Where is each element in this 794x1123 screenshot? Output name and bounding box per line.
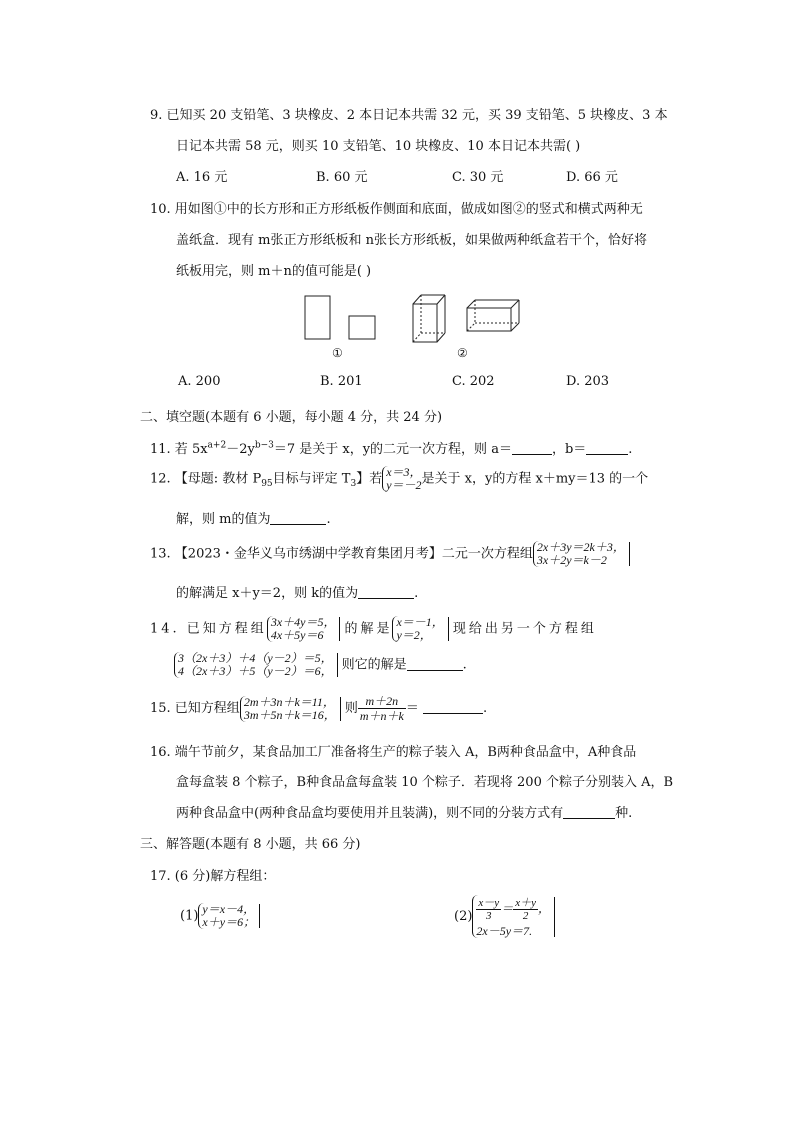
q12-line2: 解，则 m的值为 . bbox=[176, 512, 331, 527]
q11-blank-b[interactable] bbox=[586, 442, 628, 455]
q17-part1-system: y＝x－4， x＋y＝6； bbox=[198, 903, 255, 929]
q11-end: . bbox=[628, 442, 633, 457]
q17-title: 17. (6 分)解方程组： bbox=[150, 869, 276, 884]
q14-new-system: 3（2x＋3）＋4（y－2）＝5， 4（2x＋3）＋5（y－2）＝6， bbox=[174, 652, 333, 678]
q9-line1: 9. 已知买 20 支铅笔、3 块橡皮、2 本日记本共需 32 元，买 39 支铅笔、5 块橡皮、3 本 bbox=[150, 108, 668, 123]
q10-options bbox=[0, 374, 794, 392]
q12-sub2: 3 bbox=[350, 479, 357, 490]
q10-line3: 纸板用完，则 m＋n的值可能是( ) bbox=[176, 264, 372, 279]
q9-option-a: A. 16 元 bbox=[176, 170, 228, 185]
section-3-heading: 三、解答题(本题有 8 小题，共 66 分) bbox=[140, 837, 361, 852]
q14-solution: x＝－1， y＝2， bbox=[392, 616, 443, 642]
q16-line2: 盒每盒装 8 个粽子，B种食品盒每盒装 10 个粽子．若现将 200 个粽子分别装入 A，B bbox=[176, 775, 674, 790]
q11-exp1: a+2 bbox=[207, 440, 227, 451]
horizontal-box bbox=[467, 300, 519, 331]
q11-comma: ，b＝ bbox=[551, 442, 587, 457]
q12-sub1: 95 bbox=[261, 479, 273, 490]
q10-line2: 盖纸盒．现有 m张正方形纸板和 n张长方形纸板，如果做两种纸盒若干个，恰好将 bbox=[176, 233, 647, 248]
q13-system: 2x＋3y＝2k＋3， 3x＋2y＝k－2 bbox=[533, 541, 625, 567]
q16-line1: 16. 端午节前夕，某食品加工厂准备将生产的粽子装入 A，B两种食品盒中，A种食品 bbox=[150, 745, 637, 760]
q12-mid: 目标与评定 T bbox=[272, 471, 351, 487]
q10-option-c: C. 202 bbox=[452, 374, 495, 389]
q11 bbox=[150, 438, 632, 457]
q9-option-c: C. 30 元 bbox=[452, 170, 504, 185]
q16-blank[interactable] bbox=[563, 806, 615, 819]
q14-line2: 3（2x＋3）＋4（y－2）＝5， 4（2x＋3）＋5（y－2）＝6， 则它的解是 . bbox=[174, 652, 467, 678]
q12-prefix: 12. 【母题: 教材 P bbox=[150, 471, 262, 487]
q11-prefix: 11. 若 5x bbox=[150, 442, 208, 457]
q13-line1 bbox=[150, 541, 634, 567]
q13-line2: 的解满足 x＋y＝2，则 k的值为 . bbox=[176, 586, 419, 601]
q9-option-b: B. 60 元 bbox=[316, 170, 368, 185]
q17-part2: (2) $\frac{x-y}{3}$ ＝ $\frac{x+y}{2}$ ， 2x－5y＝7. bbox=[454, 895, 559, 938]
q9-options bbox=[0, 166, 794, 184]
q17-part2-system: $\frac{x-y}{3}$ ＝ $\frac{x+y}{2}$ ， 2x－5y＝7. bbox=[472, 895, 550, 938]
vertical-box bbox=[413, 295, 445, 342]
q10-option-b: B. 201 bbox=[320, 374, 363, 389]
square-board bbox=[349, 316, 375, 339]
q12-system: x＝3， y＝－2 bbox=[382, 466, 421, 492]
q10-option-a: A. 200 bbox=[178, 374, 221, 389]
q12-rest: 是关于 x，y的方程 x＋my＝13 的一个 bbox=[421, 471, 649, 487]
q12-ruo: 】若 bbox=[356, 471, 383, 487]
q14-prefix: 14. 已知方程组 bbox=[150, 621, 267, 637]
q10-option-d: D. 203 bbox=[566, 374, 610, 389]
q16-line3: 两种食品盒中(两种食品盒均要使用并且装满)，则不同的分装方式有 种. bbox=[176, 806, 633, 821]
figure-2-label: ② bbox=[457, 346, 468, 360]
q14-line1 bbox=[150, 616, 597, 642]
q12-line1 bbox=[150, 466, 648, 492]
q9-line2: 日记本共需 58 元，则买 10 支铅笔、10 块橡皮、10 本日记本共需( ) bbox=[176, 139, 581, 154]
rectangle-board bbox=[305, 296, 330, 339]
q12-blank[interactable] bbox=[270, 512, 326, 525]
q15: 15. 已知方程组 2m＋3n＋k＝11， 3m＋5n＋k＝16， 则 $\frac{m+2n}{m+n+k}$ ＝ . bbox=[150, 694, 488, 723]
section-2-heading: 二、填空题(本题有 6 小题，每小题 4 分，共 24 分) bbox=[140, 410, 443, 425]
q15-blank[interactable] bbox=[423, 701, 483, 714]
q15-fraction: $\frac{m+2n}{m+n+k}$ bbox=[359, 694, 404, 723]
figure-1-label: ① bbox=[332, 346, 343, 360]
q14-rest: 现给出另一个方程组 bbox=[452, 621, 597, 637]
q9-option-d: D. 66 元 bbox=[566, 170, 618, 185]
q10-figure bbox=[295, 288, 535, 360]
q13-prefix: 13. 【2023・金华义乌市绣湖中学教育集团月考】二元一次方程组 bbox=[150, 546, 533, 562]
q11-exp2: b−3 bbox=[254, 440, 274, 451]
q13-blank[interactable] bbox=[358, 586, 414, 599]
q14-blank[interactable] bbox=[407, 658, 463, 671]
q17-part1: (1) y＝x－4， x＋y＝6； bbox=[180, 903, 264, 929]
q14-system: 3x＋4y＝5， 4x＋5y＝6 bbox=[267, 616, 336, 642]
q10-line1: 10. 用如图①中的长方形和正方形纸板作侧面和底面，做成如图②的竖式和横式两种无 bbox=[150, 202, 643, 217]
q14-mid: 的解是 bbox=[344, 621, 393, 637]
q15-system: 2m＋3n＋k＝11， 3m＋5n＋k＝16， bbox=[240, 696, 336, 722]
q15-prefix: 15. 已知方程组 bbox=[150, 701, 240, 716]
q11-suffix: ＝7 是关于 x，y的二元一次方程，则 a＝ bbox=[273, 442, 512, 457]
q11-mid: －2y bbox=[226, 442, 255, 457]
q11-blank-a[interactable] bbox=[512, 442, 552, 455]
